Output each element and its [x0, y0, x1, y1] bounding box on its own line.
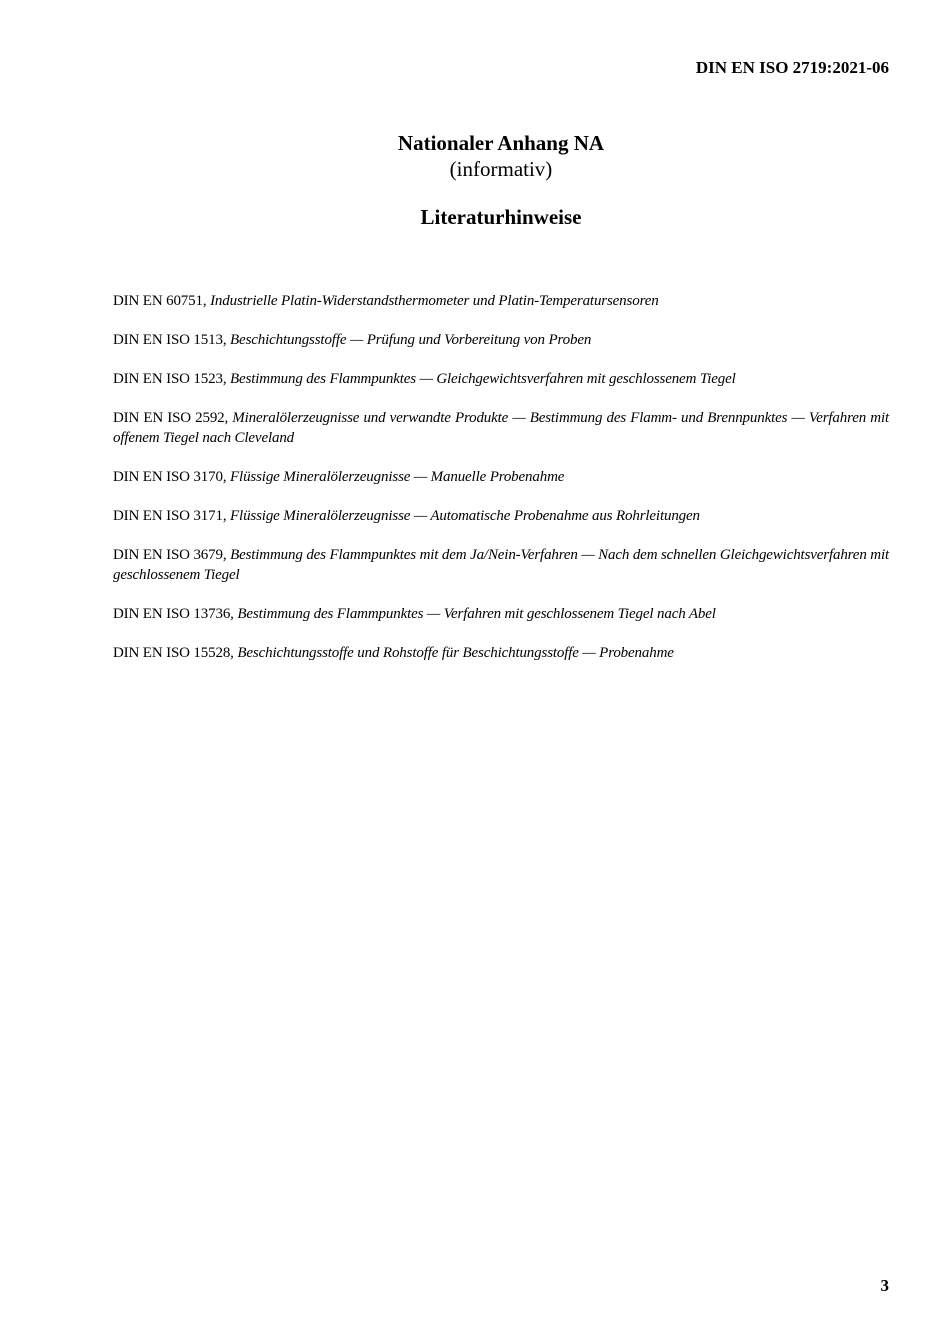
- reference-title: Beschichtungsstoffe und Rohstoffe für Beschichtungsstoffe — Probenahme: [237, 645, 674, 661]
- reference-id: DIN EN ISO 3170,: [113, 469, 227, 485]
- reference-item: [113, 291, 889, 311]
- reference-id: DIN EN ISO 3171,: [113, 508, 227, 524]
- reference-item: [113, 506, 889, 526]
- reference-item: [113, 408, 889, 448]
- reference-title: Mineralölerzeugnisse und verwandte Produkte — Bestimmung des Flamm- und Brennpunktes — Verfahren mit offenem Tiegel nach Cleveland: [113, 410, 889, 446]
- reference-id: DIN EN ISO 13736,: [113, 606, 234, 622]
- reference-title: Bestimmung des Flammpunktes — Gleichgewichtsverfahren mit geschlossenem Tiegel: [230, 371, 736, 387]
- reference-id: DIN EN ISO 1523,: [113, 371, 227, 387]
- reference-item: [113, 467, 889, 487]
- document-id-header: DIN EN ISO 2719:2021-06: [695, 58, 889, 77]
- bibliography-heading: Literaturhinweise: [420, 205, 582, 229]
- reference-id: DIN EN 60751,: [113, 293, 207, 309]
- reference-title: Flüssige Mineralölerzeugnisse — Automatische Probenahme aus Rohrleitungen: [230, 508, 700, 524]
- reference-title: Beschichtungsstoffe — Prüfung und Vorbereitung von Proben: [230, 332, 592, 348]
- annex-subtitle: (informativ): [449, 157, 553, 181]
- reference-item: [113, 330, 889, 350]
- reference-item: [113, 643, 889, 663]
- reference-id: DIN EN ISO 1513,: [113, 332, 227, 348]
- reference-id: DIN EN ISO 3679,: [113, 547, 227, 563]
- page-number: 3: [880, 1276, 889, 1295]
- annex-title: Nationaler Anhang NA: [397, 131, 605, 155]
- reference-title: Industrielle Platin-Widerstandsthermometer und Platin-Temperatursensoren: [210, 293, 659, 309]
- reference-list: [113, 291, 889, 682]
- reference-title: Bestimmung des Flammpunktes mit dem Ja/Nein-Verfahren — Nach dem schnellen Gleichgewichtsverfahren mit geschlossenem Tiegel: [113, 547, 889, 583]
- reference-title: Bestimmung des Flammpunktes — Verfahren mit geschlossenem Tiegel nach Abel: [237, 606, 716, 622]
- reference-item: [113, 604, 889, 624]
- reference-title: Flüssige Mineralölerzeugnisse — Manuelle Probenahme: [230, 469, 565, 485]
- reference-id: DIN EN ISO 15528,: [113, 645, 234, 661]
- reference-item: [113, 369, 889, 389]
- reference-id: DIN EN ISO 2592,: [113, 410, 229, 426]
- reference-item: [113, 545, 889, 585]
